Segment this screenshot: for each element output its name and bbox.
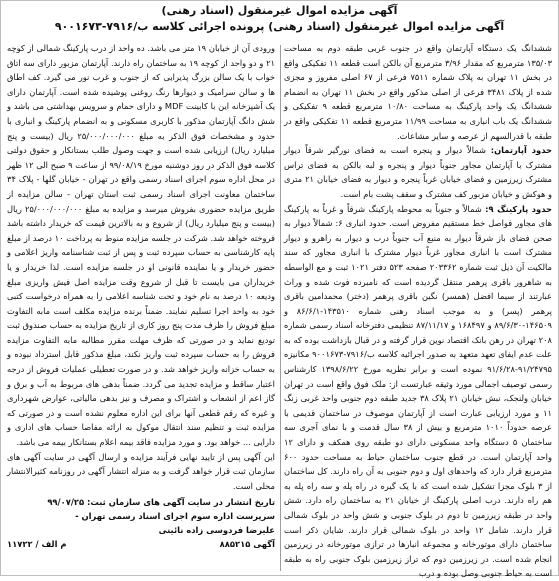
left-column — [7, 41, 275, 571]
notice-subtitle: آگهی مزایده اموال غیرمنقول (اسناد رهنی) پرونده اجرائی کلاسه ب/۷۹۱۶-۹۰۰۱۶۷۳ — [54, 20, 505, 33]
auction-terms: ورودی آن از خیابان ۱۹ متر می باشد. ده واحد از درب پارکینگ شمالی از کوچه ۲۱ و دو واحد از کوچه ۱۹ به ساختمان راه دارند. آپارتمان مزبور دارای سه اتاق خواب با یک سالن بزرگ پذیرایی که از جنوب و غرب نور می گیرد. کف اطاق ها و سالن سرامیک و دیوارها رنگ روغنی پوشیده شده است. آپارتمان دارای یک آشپزخانه این با کابینت MDF و دارای حمام و سرویس بهداشتی می باشد و شش دانگ آپارتمان مذکور با کاربری مسکونی و به انضمام پارکینگ و انباری با حدود و مشخصات فوق الذکر به مبلغ ۲۵/۰۰۰/۰۰۰/۰۰۰ ریال (بیست و پنج میلیارد ریال) ارزیابی شده است و جهت وصول طلب بستانکار و حقوق دولتی کلاسه فوق الذکر در روز دوشنبه مورخ ۹۹/۰۸/۱۹ از ساعت ۹ صبح الی ۱۲ ظهر در محل اداره سوم اجرای اسناد رسمی واقع در تهران - خیابان گلها - پلاک ۳۴ ساختمان معاونت اجرای اسناد رسمی ثبت استان تهران - سالن مزایده از طریق مزایده حضوری بفروش میرسد و مزایده به مبلغ ۲۵/۰۰۰/۰۰۰/۰۰۰ ریال (بیست و پنج میلیارد ریال) از شروع و به بالاترین قیمت که خریدار داشته باشد فروخته خواهد شد. شرکت در جلسه مزایده منوط به پرداخت ۱۰ درصد از مبلغ پایه کارشناسی به حساب سپرده ثبت و پس از ثبت شناسنامه واریز اعلامی و حضور خریدار و یا نماینده قانونی او در جلسه مزایده است. لذا خریدار و یا خریداران می بایست تا قبل از شروع وقت مزایده اصل فیش واریزی مبلغ ودیعه ۱۰ درصد به نام خود و تحت شناسه اعلامی را به همراه درخواست کتبی خود به واحد اجرا تسلیم نمایند. ضمناً برنده مزایده مکلف است مابه التفاوت مبلغ فروش را ظرف مدت پنج روز کاری از تاریخ مزایده به حساب صندوق ثبت تودیع نماید و در صورتی که ظرف مهلت مقرر مطالبه مابه التفاوت مزایده فروش را به حساب سپرده ثبت واریز نکند، مبلغ مذکور قابل استرداد نبوده و به حساب خزانه واریز خواهد شد. و در صورت تعطیلی عملیات فروش از درجه اعتبار ساقط و مزایده تجدید می گردد. ضمناً بدهی های مربوط به آب و برق و گاز اعم از انشعاب و اشتراک و مصرف و نیز بدهی مالیاتی، عوارض شهرداری و غیره که رقم قطعی آنها برای این اداره معلوم نشده است و در صورتی که مزایده ثبت و تنظیم سند انتقال موکول به ارائه مفاصا حساب های اداری و دارایی ... خواهد بود. و مورد مزایده فاقد بیمه اعلام بستانکار بیمه می باشد. — [7, 43, 276, 448]
office-title: سرپرست اداره سوم اجرای اسناد رسمی تهران - — [75, 511, 275, 522]
signatory-name: علیرضا فردوسی زاده نائینی — [158, 525, 275, 536]
notice-header — [7, 3, 552, 41]
right-column — [284, 41, 553, 579]
column-divider — [280, 45, 281, 571]
publication-note: این آگهی پس از تایید نهایی فرآیند مزایده و ارسال آگهی در سایت آگهی های سازمان ثبت قرار خواهد گرفت و به منزله انتشار آگهی در روزنامه کثیرالانتشار محلی است. — [7, 451, 275, 491]
apartment-boundaries — [284, 143, 552, 201]
parking-boundaries-label: حدود پارکینگ ۹: — [485, 203, 552, 214]
parking-boundaries — [284, 202, 552, 581]
notice-code: آگهی ۸۸۵۲۱۵ — [219, 539, 275, 550]
notice-codes — [7, 537, 275, 551]
file-code: م الف / ۱۱۷۲۲ — [7, 539, 67, 550]
publish-date: تاریخ انتشار در سایت آگهی های سازمان ثبت: ۹۹/۰۷/۲۵ — [47, 497, 275, 508]
parking-boundaries-text: شمالاً و جنوباً به محوطه پارکینگ شرقاً و غرباً به پارکینگ های مجاور فواصل خط مستقیم مفروض است. حدود انباری ۶: شمالاً دیوار به صحن فضای باز شرقاً دیوار به منبع آب جنوباً درب و دیوار به راهرو و دیوار مشترک است با انباری مجاور غرباً دیوار مشترک با انباری مجاور که سند مالکیت آن ذیل ثبت شماره ۲۰۳۳۶۲ صفحه ۵۲۳ دفتر ۱۰۲۱ ثبت و مع الواسطه به شاهرور باقری پرهمر منتقل گردیده است که نامبرده فوت شده و وراث عبارتند از سیما افضل (همسر) نگین باقری پرهمر (دختر) محمدامین باقری پرهمر (پسر) و به موجب اسناد رهنی شماره ۱۴۳۵۱۰-۸۶/۶/۱ و ۱۴۶۵۰۹-۸۹/۶/۳۰ و ۱۶۸۴۹۷ و ۸۷/۱۱/۱۷ تنظیمی دفترخانه اسناد رسمی شماره ۲۰۸ تهران در رهن بانک اقتصاد نوین قرار گرفته و در قبال بازداشت بوده که به علت عدم ایفای تعهد متعهد به صدور اجرائیه کلاسه ب/۷۹۱۶-۹۰۰۱۶۷۳ مکانیزه ۹۱/۲۴۷۹۵-۹۱/۶/۲۸ نموده است و برابر نظریه مورخ ۱۳۹۸/۶/۲۲ کارشناس رسمی توصیف اجمالی مورد وثیقه عبارتست از: ملک فوق واقع است در تهران خیابان ولنجک، نبش خیابان ۲۱ پلاک ۳۸ جدید طبقه دوم جنوبی واحد غربی زنگ ۱۱ و مورد ارزیابی عبارت است از آپارتمان موصوف در ساختمان قدیمی با عرصه حدوداً ۱۰۱۰ مترمربع و بیش از ۳۸ سال قدمت و با نمای آجری سه ساختمان ۵ دستگاه واحد مسکونی دارای دو طبقه روی همکف و دارای ۱۲ واحد آپارتمان است. در قطع جنوب ساختمان حیاط به مساحت حدود ۶۰۰ مترمربع قرار دارد که واحدهای اول و دوم جنوبی به آن راه دارند. کل ساختمان از ۳ بلوک مجزا تشکیل شده است که با یک گیره در راه پله و سه راه پله به هم راه دارند. درب اصلی پارکینگ از خیابان ۲۱ به ساختمان راه دارد. شش واحد در طبقه زیرزمین تا دوم در بلوک جنوبی و شش واحد در بلوک شمالی قرار دارند. شامل ۱۲ واحد در بلوک شمالی قرار دارند. شایان ذکر است ساختمان دارای موتورخانه و مجموعه انبارها در ترازی موتورخانه در زیرزمین انجام شده است. در زیرزمین دوم که تراز زیرزمین بلوک جنوبی راه به طبقه است به حیاط جنوبی وصل بوده و درب — [284, 203, 553, 579]
property-description: ششدانگ یک دستگاه آپارتمان واقع در جنوب غربی طبقه دوم به مساحت ۱۳۵/۰۳ مترمربع که مقدار ۳/۹۶ مترمربع آن بالکن است قطعه ۱۱ تفکیکی واقع در بخش ۱۱ تهران به پلاک شماره ۷۵۱۱ فرعی از ۶۷ اصلی مفروز و مجزی شده از پلاک ۳۴۸۱ فرعی از اصلی مذکور واقع در بخش ۱۱ تهران به انضمام ششدانگ یک واحد پارکینگ به مساحت ۱۰/۸۰ مترمربع قطعه ۹ تفکیکی و ششدانگ یک باب انباری به مساحت ۱۱/۹۹ مترمربع قطعه ۱۱ تفکیکی واقع در طبقه با قدرالسهم از عرصه و سایر مشاعات. — [284, 43, 552, 141]
notice-footer — [7, 495, 275, 551]
notice-title: آگهی مزایده اموال غیرمنقول (اسناد رهنی) — [161, 4, 398, 17]
apartment-boundaries-label: حدود آپارتمان: — [490, 145, 552, 156]
apartment-boundaries-text: شمالاً دیوار و پنجره است به فضای نورگیر شرقاً دیوار مشترک با آپارتمان مجاور جنوباً دیوار و پنجره و لبه بالکن به فضای تراس مشترک زیرزمین و فضای خیابان غرباً پنجره و دیوار به فضای خیابان ۲۱ متری و هوکش و خیابان مزبور کف مشترک و سقف پشت بام است. — [284, 145, 552, 199]
